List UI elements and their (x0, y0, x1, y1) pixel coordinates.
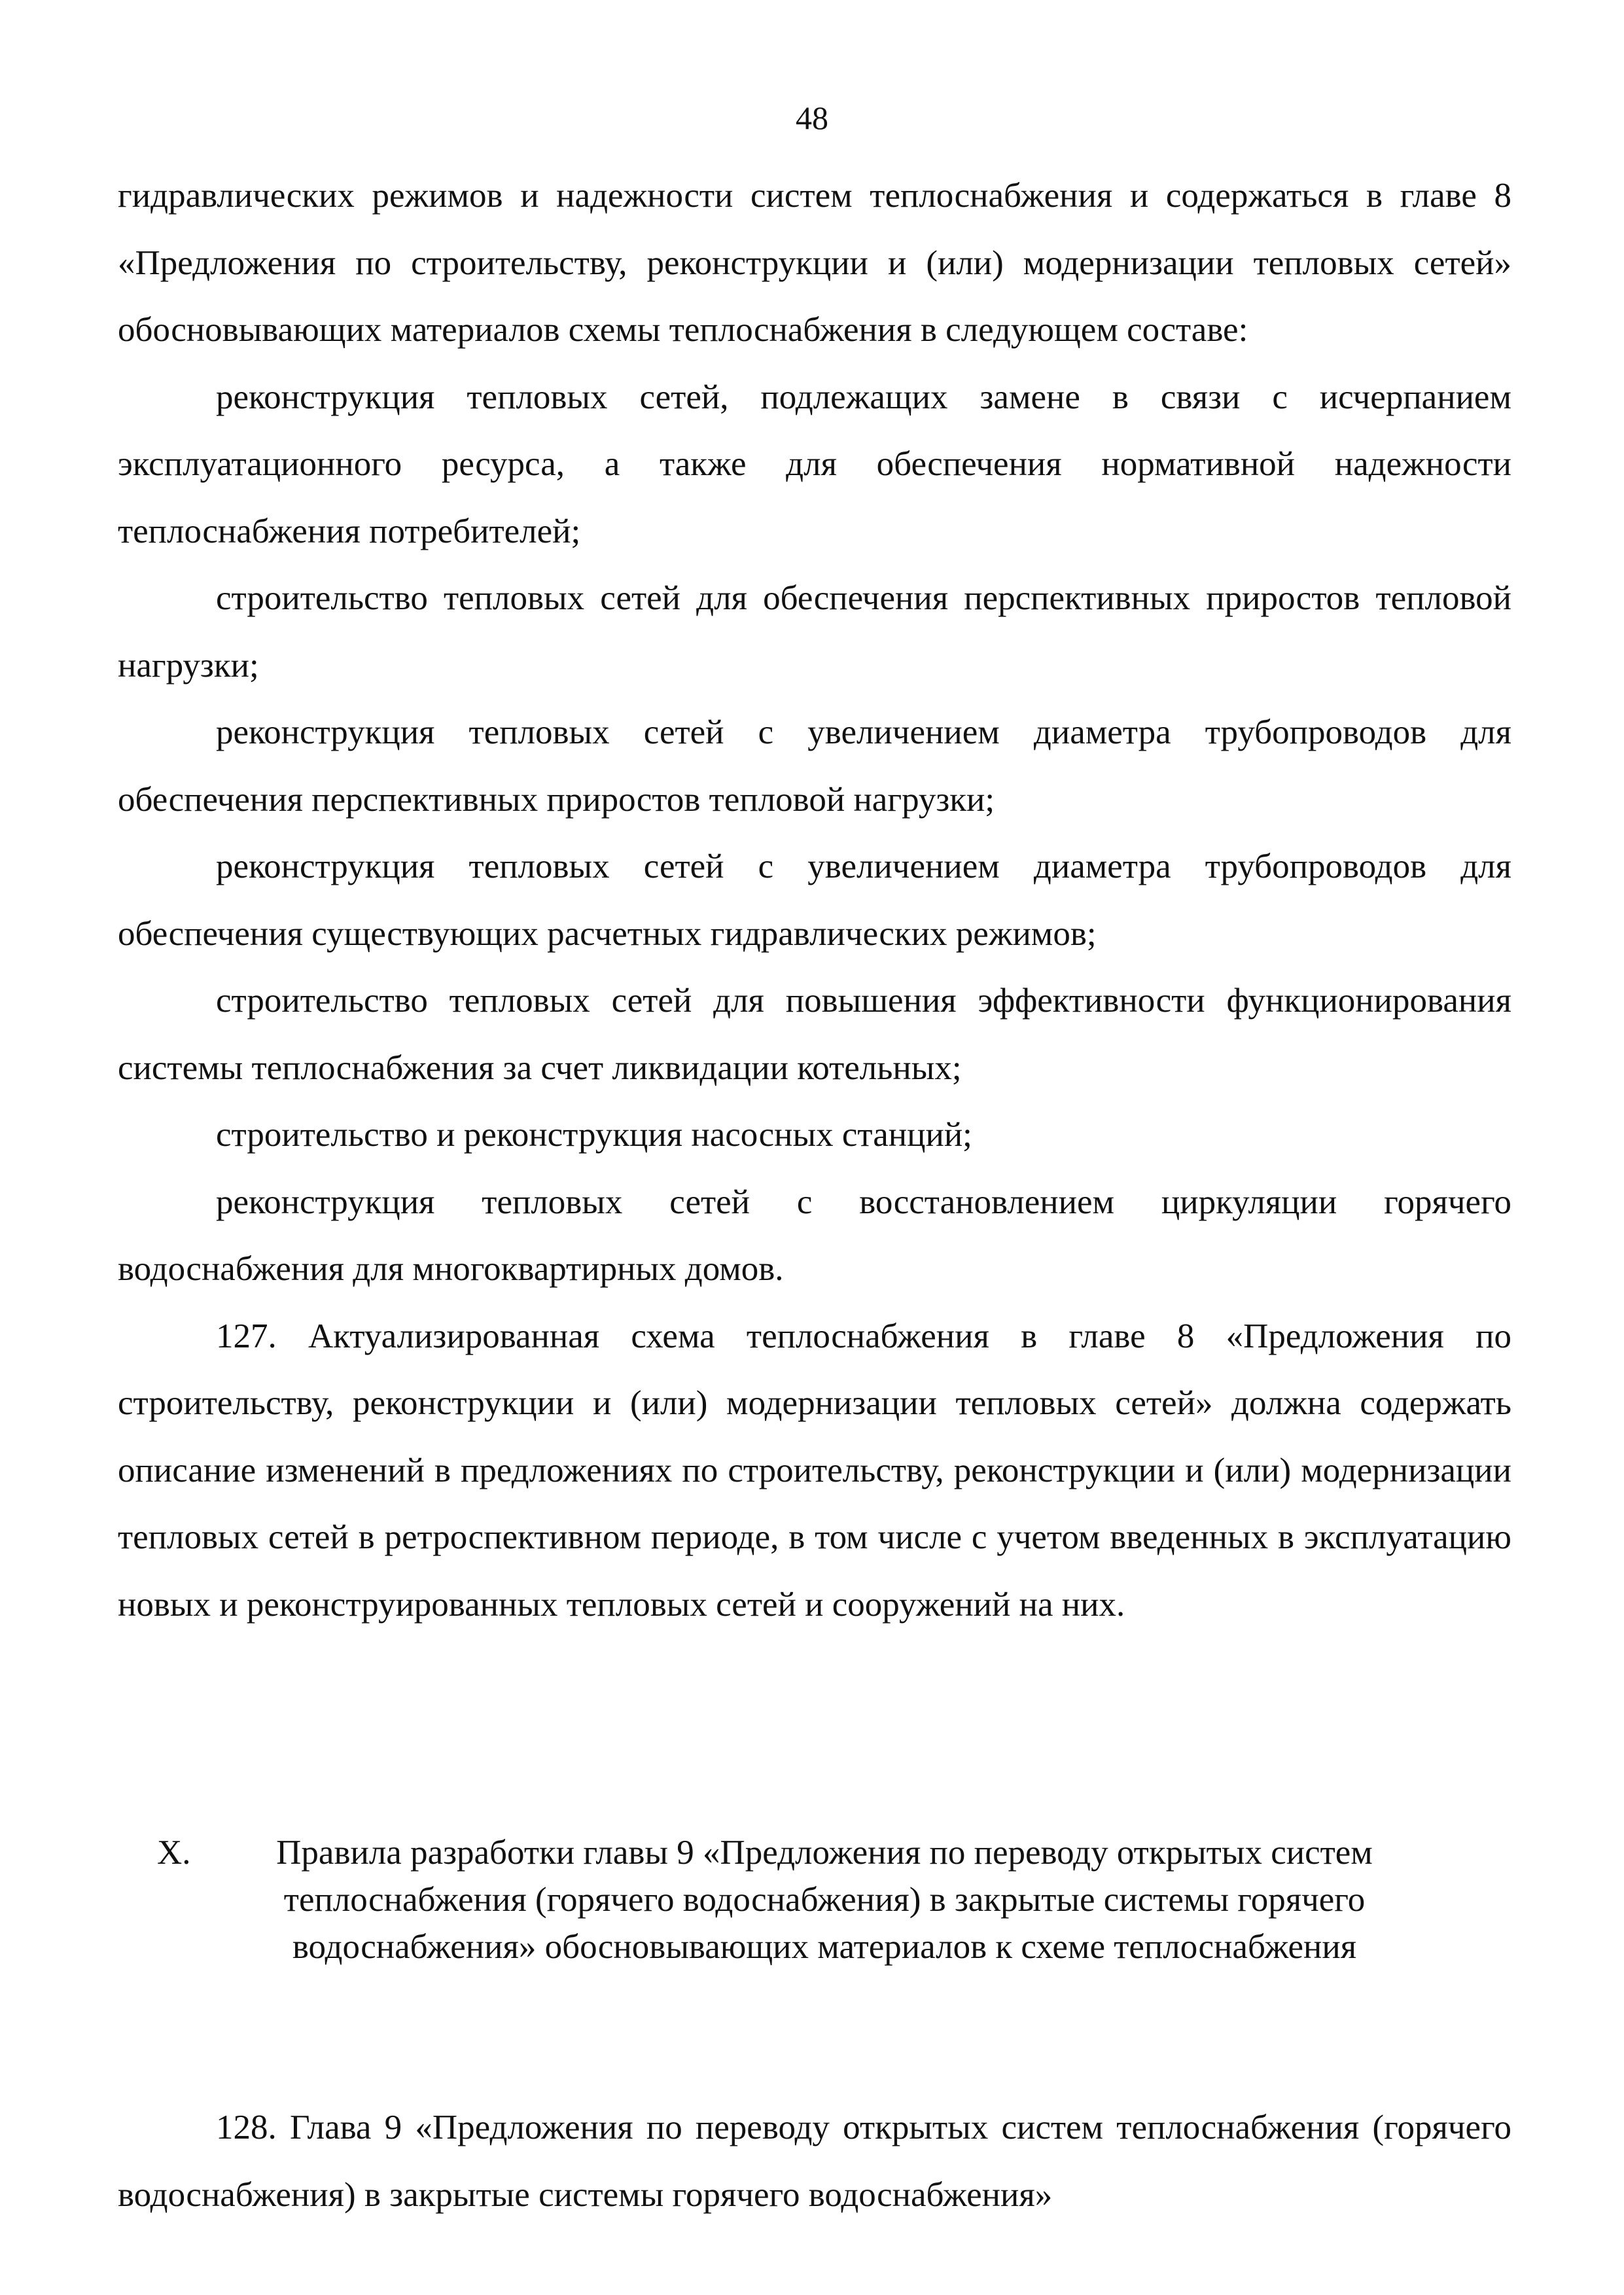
section-number: X. (157, 1834, 191, 1872)
list-item: реконструкция тепловых сетей с увеличением диаметра трубопроводов для обеспечения существующих расчетных гидравлических режимов; (118, 847, 1511, 953)
list-item: строительство тепловых сетей для обеспечения перспективных приростов тепловой нагрузки; (118, 579, 1511, 685)
body-text-continued (118, 2094, 1511, 2228)
paragraph-128: 128. Глава 9 «Предложения по переводу открытых систем теплоснабжения (горячего водоснабжения) в закрытые системы горячего водоснабжения» (118, 2108, 1511, 2214)
section-heading-line: теплоснабжения (горячего водоснабжения) в закрытые системы горячего (283, 1881, 1366, 1919)
list-item: реконструкция тепловых сетей с восстановлением циркуляции горячего водоснабжения для многоквартирных домов. (118, 1183, 1511, 1288)
section-heading-line: Правила разработки главы 9 «Предложения по переводу открытых систем (276, 1834, 1373, 1872)
list-item: реконструкция тепловых сетей, подлежащих замене в связи с исчерпанием эксплуатационного ресурса, а также для обеспечения нормативной надежности теплоснабжения потребителей; (118, 378, 1511, 550)
list-item: строительство и реконструкция насосных станций; (216, 1116, 972, 1154)
paragraph-continuation: гидравлических режимов и надежности систем теплоснабжения и содержаться в главе 8 «Предложения по строительству, реконструкции и (или) модернизации тепловых сетей» обосновывающих материалов схемы теплоснабжения в следующем составе: (118, 177, 1511, 349)
list-item: реконструкция тепловых сетей с увеличением диаметра трубопроводов для обеспечения перспективных приростов тепловой нагрузки; (118, 713, 1511, 819)
body-text (118, 162, 1511, 1638)
section-heading-line: водоснабжения» обосновывающих материалов к схеме теплоснабжения (292, 1928, 1357, 1966)
section-heading (157, 1829, 1492, 1970)
page-number: 48 (796, 99, 828, 136)
list-item: строительство тепловых сетей для повышения эффективности функционирования системы теплоснабжения за счет ликвидации котельных; (118, 982, 1511, 1087)
paragraph-127: 127. Актуализированная схема теплоснабжения в главе 8 «Предложения по строительству, реконструкции и (или) модернизации тепловых сетей» должна содержать описание изменений в предложениях по строительству, реконструкции и (или) модернизации тепловых сетей в ретроспективном периоде, в том числе с учетом введенных в эксплуатацию новых и реконструированных тепловых сетей и сооружений на них. (118, 1317, 1511, 1624)
